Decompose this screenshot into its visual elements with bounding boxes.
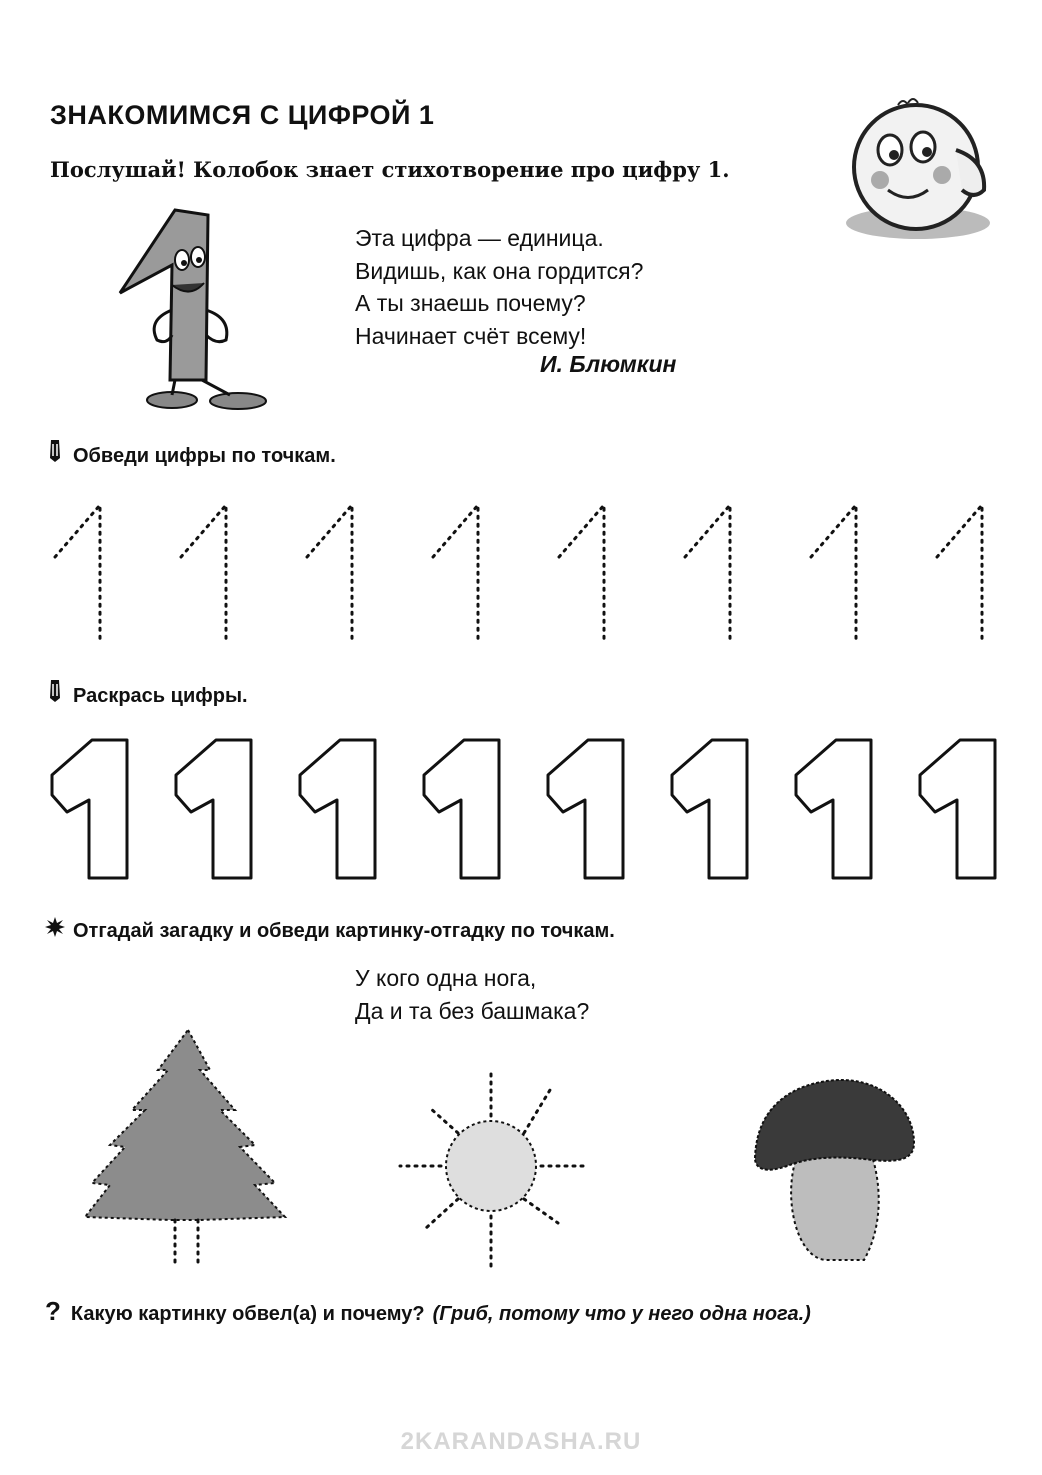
task-riddle (45, 917, 615, 943)
coloring-digits-row[interactable] (42, 735, 1002, 885)
poem-line: Эта цифра — единица. (355, 225, 604, 251)
fir-tree-picture[interactable] (80, 1025, 290, 1270)
riddle-line: У кого одна нога, (355, 965, 537, 991)
dotted-digit-one (307, 505, 352, 643)
outline-digit-one (672, 740, 747, 878)
outline-digit-one (796, 740, 871, 878)
dotted-digit-one (55, 505, 100, 643)
poem-line: Начинает счёт всему! (355, 322, 587, 349)
mushroom-picture[interactable] (752, 1078, 917, 1263)
watermark: 2KARANDASHA.RU (400, 1428, 642, 1455)
outline-digit-one (920, 740, 995, 878)
dotted-digit-one (811, 505, 856, 643)
question-text: Какую картинку обвел(а) и почему? (70, 1303, 425, 1325)
pencil-icon (45, 440, 65, 468)
task-trace-text: Обведи цифры по точкам. (73, 445, 336, 467)
riddle (355, 962, 589, 1027)
poem-line: А ты знаешь почему? (355, 290, 586, 316)
poem-author: И. Блюмкин (540, 351, 677, 377)
dotted-digit-one (685, 505, 730, 643)
dotted-digit-one (433, 505, 478, 643)
dotted-digit-one (937, 505, 982, 643)
task-color (45, 680, 248, 708)
outline-digit-one (52, 740, 127, 878)
riddle-line: Да и та без башмака? (355, 997, 590, 1024)
poem-line: Видишь, как она гордится? (355, 257, 644, 284)
outline-digit-one (176, 740, 251, 878)
outline-digit-one (548, 740, 623, 878)
task-riddle-text: Отгадай загадку и обведи картинку-отгадку по точкам. (73, 920, 615, 942)
dotted-digit-one (181, 505, 226, 643)
outline-digit-one (424, 740, 499, 878)
outline-digit-one (300, 740, 375, 878)
poem (355, 222, 643, 352)
question-icon: ? (45, 1296, 61, 1326)
page-title: ЗНАКОМИМСЯ С ЦИФРОЙ 1 (50, 100, 435, 130)
question-answer: (Гриб, потому что у него одна нога.) (432, 1303, 811, 1325)
pencil-icon (45, 680, 65, 708)
trace-digits-row[interactable] (40, 495, 1000, 650)
sun-picture[interactable] (398, 1068, 588, 1268)
task-trace (45, 440, 336, 468)
kolobok-illustration (838, 95, 998, 245)
star-burst-icon (45, 917, 65, 943)
task-color-text: Раскрась цифры. (73, 685, 248, 707)
dotted-digit-one (559, 505, 604, 643)
intro-text: Послушай! Колобок знает стихотворение про цифру 1. (50, 157, 730, 182)
question (45, 1296, 811, 1327)
digit-one-character (110, 205, 275, 415)
